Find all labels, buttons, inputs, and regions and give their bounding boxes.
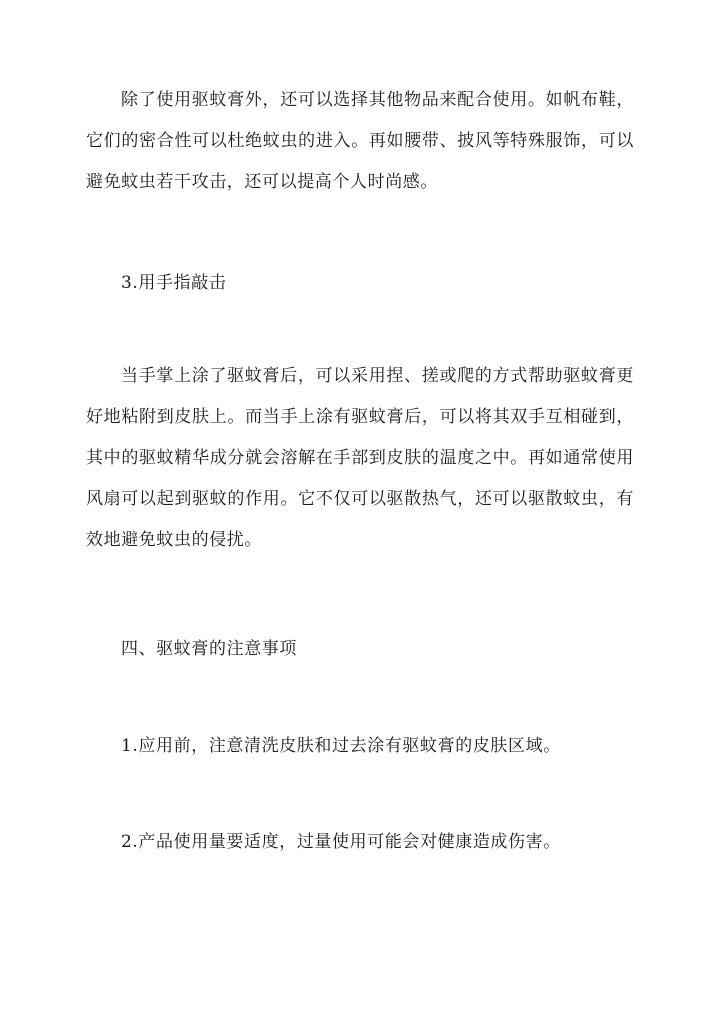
paragraph-application-method: 当手掌上涂了驱蚊膏后，可以采用捏、搓或爬的方式帮助驱蚊膏更好地粘附到皮肤上。而当手上涂有驱蚊膏后，可以将其双手互相碰到，其中的驱蚊精华成分就会溶解在手部到皮肤的温度之中。再如通常使用风扇可以起到驱蚊的作用。它不仅可以驱散热气，还可以驱散蚊虫，有效地避免蚊虫的侵扰。 bbox=[86, 366, 634, 550]
list-item-dosage: 2.产品使用量要适度，过量使用可能会对健康造成伤害。 bbox=[121, 832, 561, 852]
section-title-precautions: 四、驱蚊膏的注意事项 bbox=[121, 639, 297, 659]
paragraph-accessories: 除了使用驱蚊膏外，还可以选择其他物品来配合使用。如帆布鞋，它们的密合性可以杜绝蚊虫的进入。再如腰带、披风等特殊服饰，可以避免蚊虫若干攻击，还可以提高个人时尚感。 bbox=[86, 90, 634, 192]
heading-finger-tapping: 3.用手指敲击 bbox=[121, 273, 227, 293]
list-item-cleaning: 1.应用前，注意清洗皮肤和过去涂有驱蚊膏的皮肤区域。 bbox=[121, 736, 561, 756]
